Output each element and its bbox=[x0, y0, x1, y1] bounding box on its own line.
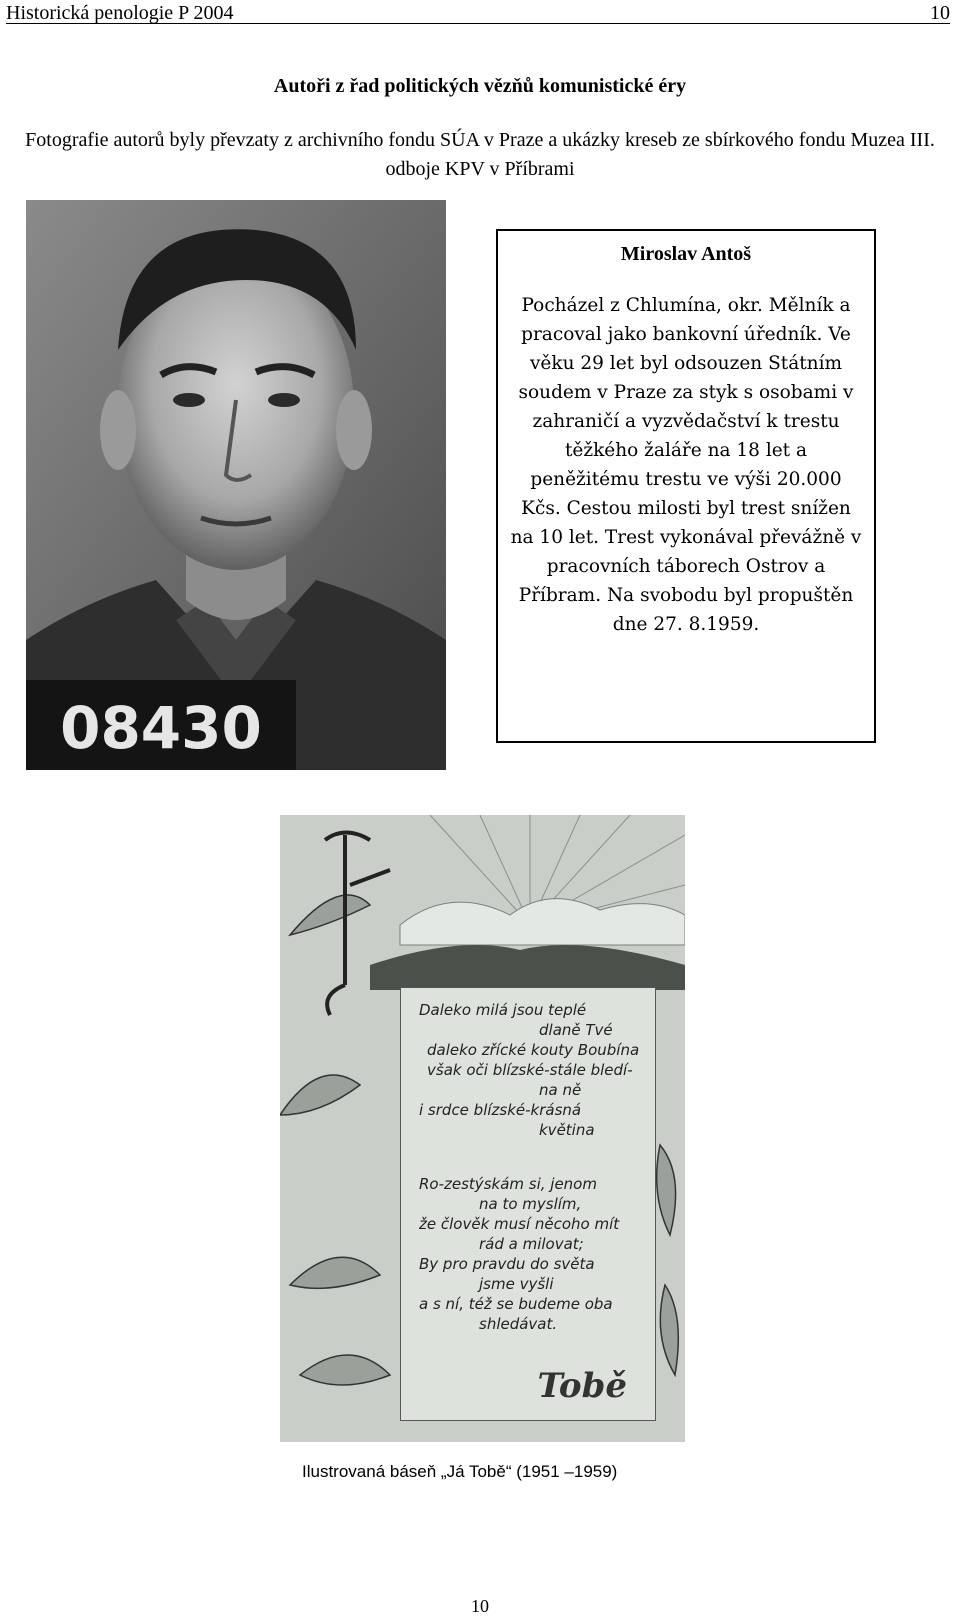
biography-text: Pocházel z Chlumína, okr. Mělník a pracoval jako bankovní úředník. Ve věku 29 let byl odsouzen Státním soudem v Praze za styk s osobami v zahraničí a vyzvědačství k trestu těžkého žaláře na 18 let a peněžitému trestu ve výši 20.000 Kčs. Cestou milosti byl trest snížen na 10 let. Trest vykonával převážně v pracovních táborech Ostrov a Příbram. Na svobodu byl propuštěn dne 27. 8.1959. bbox=[510, 295, 862, 635]
footer-page-number: 10 bbox=[471, 1596, 489, 1616]
biography-box bbox=[496, 229, 876, 743]
prisoner-number: 08430 bbox=[60, 694, 262, 762]
poem-line: dlaně Tvé bbox=[539, 1021, 613, 1039]
poem-line: daleko zřícké kouty Boubína bbox=[427, 1041, 640, 1059]
portrait-photo bbox=[26, 200, 446, 770]
poem-line: i srdce blízské-krásná bbox=[419, 1101, 582, 1119]
poem-line: na ně bbox=[539, 1081, 582, 1099]
poem-stanza-gap bbox=[419, 1140, 649, 1174]
poem-line: shledávat. bbox=[479, 1315, 558, 1333]
illustration-caption: Ilustrovaná báseň „Já Tobě“ (1951 –1959) bbox=[302, 1462, 618, 1481]
poem-line: jsme vyšli bbox=[479, 1275, 554, 1293]
intro-paragraph: Fotografie autorů byly převzaty z archivního fondu SÚA v Praze a ukázky kreseb ze sbírkového fondu Muzea III. odboje KPV v Příbrami bbox=[25, 129, 935, 180]
poem-line: však oči blízské-stále bledí- bbox=[427, 1061, 633, 1079]
illustrated-poem bbox=[280, 815, 685, 1442]
section-heading: Autoři z řad politických vězňů komunistické éry bbox=[273, 75, 687, 97]
poem-line: rád a milovat; bbox=[479, 1235, 584, 1253]
right-ear bbox=[336, 390, 372, 470]
left-eye bbox=[173, 393, 205, 407]
poem-line: na to myslím, bbox=[479, 1195, 582, 1213]
poem-line: květina bbox=[539, 1121, 595, 1139]
poem-text bbox=[419, 1000, 649, 1334]
poem-signature: Tobě bbox=[537, 1366, 627, 1406]
poem-line: Ro-zestýskám si, jenom bbox=[419, 1175, 597, 1193]
poem-line: že člověk musí něcoho mít bbox=[419, 1215, 620, 1233]
poem-line: a s ní, též se budeme oba bbox=[419, 1295, 613, 1313]
running-header-page-number: 10 bbox=[930, 2, 950, 24]
running-header-title: Historická penologie P 2004 bbox=[6, 2, 234, 24]
poem-line: By pro pravdu do světa bbox=[419, 1255, 595, 1273]
right-eye bbox=[268, 393, 300, 407]
left-ear bbox=[100, 390, 136, 470]
poem-sheet bbox=[400, 987, 656, 1421]
author-name: Miroslav Antoš bbox=[620, 243, 752, 265]
header-rule bbox=[6, 23, 950, 24]
clouds bbox=[400, 899, 685, 945]
portrait-drawing bbox=[26, 200, 446, 770]
poem-line: Daleko milá jsou teplé bbox=[419, 1001, 587, 1019]
